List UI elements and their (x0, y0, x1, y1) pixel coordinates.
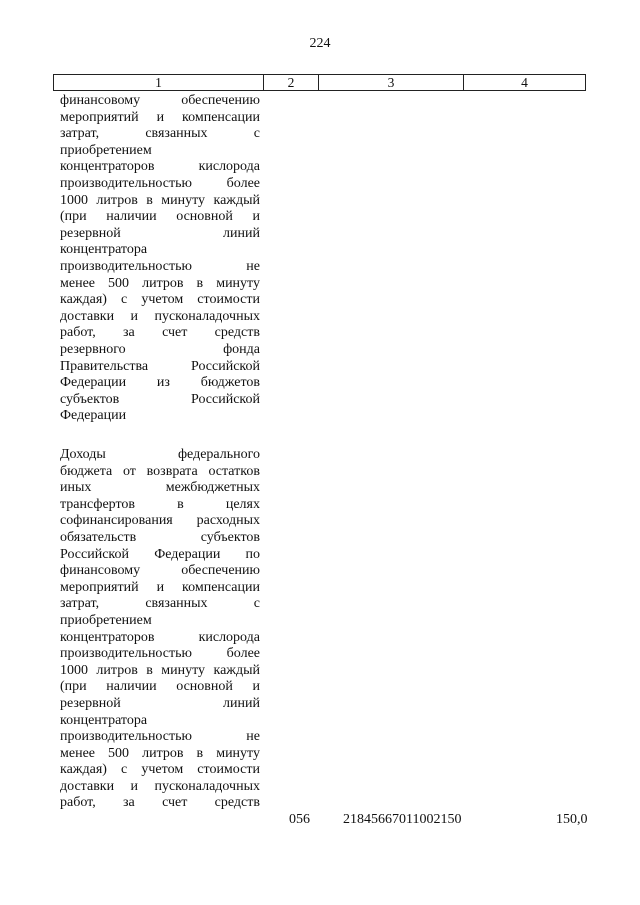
text-word: в (146, 662, 153, 678)
text-word: Российской (191, 358, 260, 374)
text-word: с (253, 596, 260, 612)
text-word: производительностью (60, 646, 192, 662)
text-word: и (130, 778, 139, 794)
text-line (60, 159, 260, 176)
text-word: с (253, 126, 260, 142)
text-line (60, 193, 260, 210)
text-word: литров (142, 745, 184, 761)
row2-amount: 150,0 (556, 812, 588, 827)
text-line (60, 547, 260, 564)
text-word: Российской (60, 546, 129, 562)
text-word: межбюджетных (165, 480, 260, 496)
text-line (60, 375, 260, 392)
text-line (60, 408, 260, 425)
text-word: концентраторов (60, 159, 155, 175)
text-word: стоимости (197, 292, 260, 308)
text-word: каждая) (60, 292, 107, 308)
text-word: 500 (108, 745, 130, 761)
text-line (60, 392, 260, 409)
text-word: и (156, 579, 165, 595)
text-line (60, 93, 260, 110)
text-word: менее (60, 275, 95, 291)
text-word: Федерации (60, 375, 127, 391)
text-word: счет (162, 795, 188, 811)
text-word: возврата (146, 463, 198, 479)
text-word: каждый (213, 662, 260, 678)
text-word: минуту (161, 192, 206, 208)
text-word: пусконаладочных (154, 778, 260, 794)
text-word: линий (223, 225, 260, 241)
text-word: целях (225, 496, 260, 512)
text-word: федерального (177, 447, 260, 462)
text-word: мероприятий (60, 579, 139, 595)
text-word: стоимости (197, 762, 260, 778)
text-word: финансовому (60, 563, 141, 579)
text-word: литров (142, 275, 184, 291)
text-word: каждая) (60, 762, 107, 778)
text-line (60, 746, 260, 763)
text-word: Российской (191, 391, 260, 407)
text-line (60, 679, 260, 696)
text-word: доставки (60, 778, 115, 794)
text-word: наличии (106, 679, 157, 695)
text-word: счет (162, 325, 188, 341)
text-line (60, 259, 260, 276)
text-line (60, 646, 260, 663)
text-word: субъектов (200, 529, 260, 545)
text-word: в (196, 275, 204, 291)
text-word: за (123, 795, 135, 811)
text-word: средств (214, 795, 260, 811)
text-line (60, 209, 260, 226)
text-word: Доходы (60, 447, 106, 462)
text-word: работ, (60, 795, 96, 811)
header-col-3: 3 (319, 75, 464, 90)
text-line (60, 242, 260, 259)
text-word: связанных (145, 126, 208, 142)
text-word: не (246, 729, 260, 745)
text-word: и (252, 209, 260, 225)
text-word: (при (60, 209, 87, 225)
text-word: мероприятий (60, 109, 139, 125)
text-word: средств (214, 325, 260, 341)
text-word: остатков (208, 463, 260, 479)
text-line (60, 530, 260, 547)
text-word: обеспечению (181, 93, 260, 108)
text-line (60, 176, 260, 193)
text-line (60, 464, 260, 481)
text-word: минуту (216, 275, 260, 291)
text-line (60, 630, 260, 647)
text-word: субъектов (60, 391, 120, 407)
text-word: более (226, 646, 260, 662)
header-col-2: 2 (264, 75, 319, 90)
text-line (60, 663, 260, 680)
text-word: иных (60, 480, 92, 496)
text-word: бюджетов (200, 375, 260, 391)
text-word: приобретением (60, 142, 152, 158)
text-word: расходных (196, 513, 260, 529)
text-line (60, 497, 260, 514)
text-line (60, 480, 260, 497)
text-line (60, 795, 260, 812)
row2-budget-code: 21845667011002150 (343, 812, 462, 827)
text-word: линий (223, 695, 260, 711)
text-line (60, 779, 260, 796)
header-col-4: 4 (521, 74, 528, 90)
text-word: связанных (145, 596, 208, 612)
text-word: литров (96, 192, 138, 208)
text-line (60, 292, 260, 309)
text-line (60, 126, 260, 143)
text-word: Федерации (154, 546, 221, 562)
text-line (60, 276, 260, 293)
text-word: не (246, 258, 260, 274)
text-line (60, 729, 260, 746)
text-line (60, 596, 260, 613)
text-word: Федерации (60, 408, 127, 424)
table-header-row (53, 74, 586, 91)
text-word: и (252, 679, 260, 695)
text-word: и (156, 109, 165, 125)
text-word: концентратора (60, 242, 148, 258)
text-word: приобретением (60, 612, 152, 628)
text-word: резервной (60, 695, 121, 711)
text-word: с (121, 762, 128, 778)
text-word: обязательств (60, 529, 137, 545)
text-word: обеспечению (181, 563, 260, 579)
text-line (60, 342, 260, 359)
text-word: минуту (161, 662, 206, 678)
text-word: менее (60, 745, 95, 761)
text-word: каждый (213, 192, 260, 208)
text-word: затрат, (60, 126, 100, 142)
text-word: минуту (216, 745, 260, 761)
text-word: доставки (60, 308, 115, 324)
text-line (60, 226, 260, 243)
text-word: концентраторов (60, 629, 155, 645)
text-line (60, 325, 260, 342)
text-word: бюджета (60, 463, 113, 479)
text-word: в (177, 496, 184, 512)
text-line (60, 563, 260, 580)
text-line (60, 696, 260, 713)
text-word: производительностью (60, 175, 192, 191)
text-line (60, 110, 260, 127)
text-word: компенсации (182, 109, 260, 125)
page-number: 224 (309, 36, 331, 51)
text-line (60, 713, 260, 730)
text-word: 1000 (60, 662, 88, 678)
text-line (60, 580, 260, 597)
text-word: Правительства (60, 358, 149, 374)
text-word: от (122, 463, 136, 479)
text-word: кислорода (198, 629, 260, 645)
text-word: пусконаладочных (154, 308, 260, 324)
text-word: резервной (60, 225, 121, 241)
text-word: затрат, (60, 596, 100, 612)
text-line (60, 143, 260, 160)
text-word: резервного (60, 341, 126, 357)
text-word: кислорода (198, 159, 260, 175)
row1-description (60, 93, 260, 425)
text-word: (при (60, 679, 87, 695)
text-word: трансфертов (60, 496, 136, 512)
text-word: в (196, 745, 204, 761)
text-word: финансовому (60, 93, 141, 108)
row2-admin-code: 056 (289, 812, 310, 827)
text-word: учетом (141, 762, 184, 778)
text-word: и (130, 308, 139, 324)
text-word: 500 (108, 275, 130, 291)
header-col-1: 1 (54, 75, 264, 90)
text-word: из (156, 375, 170, 391)
text-word: по (245, 546, 260, 562)
text-word: производительностью (60, 729, 192, 745)
row2-description (60, 447, 260, 812)
text-line (60, 762, 260, 779)
text-line (60, 359, 260, 376)
text-word: наличии (106, 209, 157, 225)
text-word: за (123, 325, 135, 341)
text-word: основной (176, 679, 233, 695)
text-word: более (226, 175, 260, 191)
text-word: с (121, 292, 128, 308)
text-line (60, 513, 260, 530)
text-line (60, 309, 260, 326)
text-word: компенсации (182, 579, 260, 595)
text-line (60, 447, 260, 464)
text-word: литров (96, 662, 138, 678)
text-word: концентратора (60, 712, 148, 728)
text-word: в (146, 192, 153, 208)
text-word: производительностью (60, 258, 192, 274)
text-word: работ, (60, 325, 96, 341)
text-word: 1000 (60, 192, 88, 208)
text-word: фонда (223, 341, 260, 357)
text-line (60, 613, 260, 630)
text-word: софинансирования (60, 513, 173, 529)
text-word: учетом (141, 292, 184, 308)
text-word: основной (176, 209, 233, 225)
